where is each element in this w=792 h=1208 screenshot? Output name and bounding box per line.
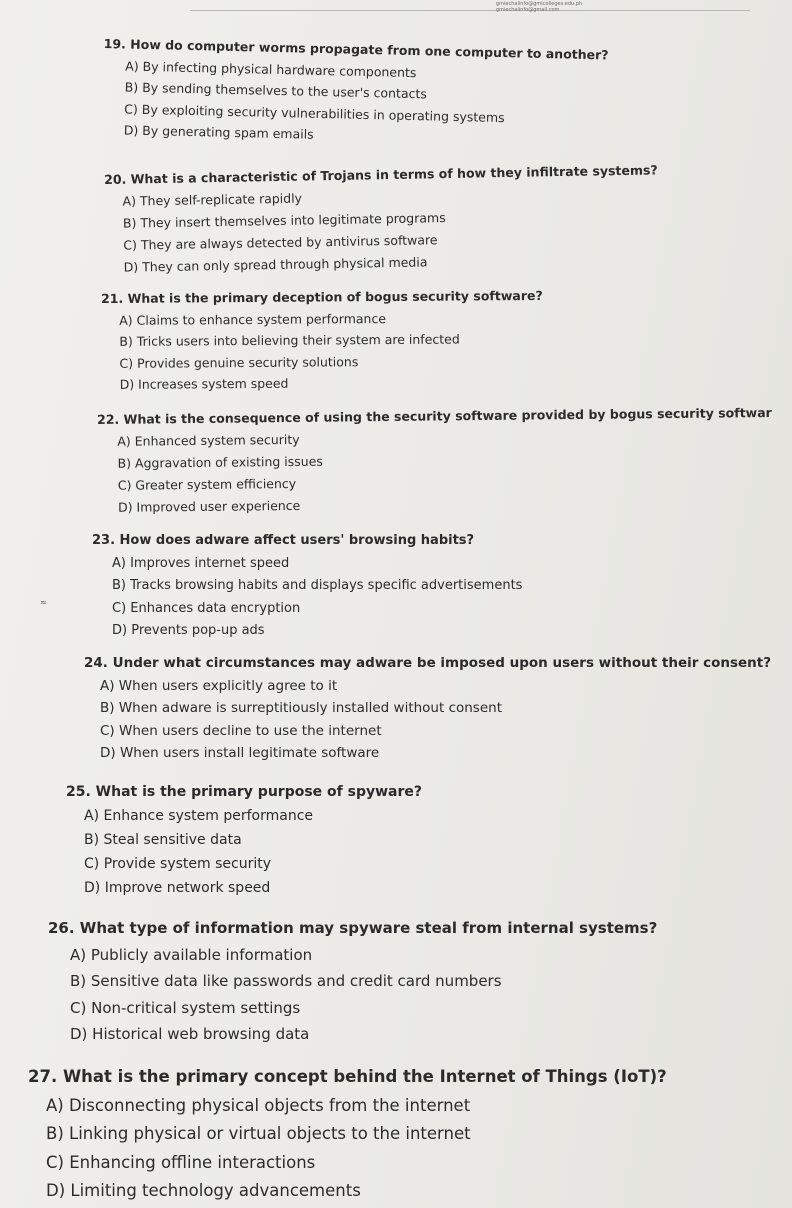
question-23 bbox=[92, 530, 522, 643]
option-a: A) Publicly available information bbox=[70, 945, 313, 964]
option-a: A) Enhanced system security bbox=[117, 431, 300, 449]
option-c: C) They are always detected by antivirus software bbox=[123, 232, 438, 253]
question-27 bbox=[28, 1063, 667, 1206]
question-text: 27. What is the primary concept behind the Internet of Things (IoT)? bbox=[28, 1067, 667, 1086]
question-text: 20. What is a characteristic of Trojans in terms of how they infiltrate systems? bbox=[104, 162, 658, 187]
question-21 bbox=[101, 285, 543, 396]
question-text: 26. What type of information may spyware steal from internal systems? bbox=[48, 919, 658, 937]
option-d: D) Increases system speed bbox=[119, 375, 289, 392]
question-text: 19. How do computer worms propagate from one computer to another? bbox=[103, 35, 609, 63]
option-d: D) By generating spam emails bbox=[123, 122, 314, 142]
option-a: A) Enhance system performance bbox=[84, 808, 314, 824]
option-d: D) Historical web browsing data bbox=[70, 1025, 310, 1043]
option-c: C) Greater system efficiency bbox=[117, 475, 297, 493]
option-b: B) By sending themselves to the user's contacts bbox=[124, 79, 428, 102]
option-d: D) Prevents pop-up ads bbox=[112, 623, 265, 638]
option-c: C) Enhancing offline interactions bbox=[46, 1152, 316, 1172]
option-c: C) Non-critical system settings bbox=[70, 998, 301, 1017]
question-25 bbox=[66, 780, 422, 900]
option-a: A) When users explicitly agree to it bbox=[100, 677, 338, 694]
option-d: D) Improved user experience bbox=[117, 497, 301, 515]
option-c: C) Provide system security bbox=[84, 856, 271, 872]
question-20 bbox=[104, 159, 659, 279]
question-24 bbox=[84, 652, 771, 765]
option-b: B) Tricks users into believing their system are infected bbox=[119, 331, 460, 349]
question-text: 21. What is the primary deception of bogus security software? bbox=[101, 287, 543, 306]
question-text: 25. What is the primary purpose of spyware? bbox=[66, 784, 422, 800]
option-c: C) Provides genuine security solutions bbox=[119, 353, 359, 371]
option-b: B) When adware is surreptitiously installed without consent bbox=[100, 700, 503, 716]
option-a: A) They self-replicate rapidly bbox=[122, 190, 303, 209]
option-a: A) Improves internet speed bbox=[112, 555, 290, 571]
header-rule bbox=[190, 10, 750, 11]
option-a: A) Claims to enhance system performance bbox=[119, 310, 387, 328]
stray-pen-mark: ≈ bbox=[40, 598, 47, 607]
option-d: D) Limiting technology advancements bbox=[46, 1181, 361, 1200]
option-b: B) Steal sensitive data bbox=[84, 832, 242, 848]
question-text: 24. Under what circumstances may adware be imposed upon users without their consent? bbox=[84, 655, 772, 671]
option-b: B) Aggravation of existing issues bbox=[117, 453, 323, 471]
option-b: B) They insert themselves into legitimate programs bbox=[122, 210, 446, 231]
option-a: A) By infecting physical hardware components bbox=[125, 57, 417, 80]
option-c: C) By exploiting security vulnerabilities in operating systems bbox=[124, 100, 505, 125]
header-email-1: gmiechalinfo@gmicolleges.edu.ph bbox=[496, 1, 583, 7]
question-22 bbox=[97, 402, 773, 519]
header-email-2: gmiechalinfo@gmail.com bbox=[496, 7, 560, 13]
option-d: D) Improve network speed bbox=[84, 880, 271, 896]
question-text: 22. What is the consequence of using the security software provided by bogus security softwar bbox=[97, 404, 772, 427]
option-c: C) When users decline to use the internet bbox=[100, 722, 382, 739]
option-d: D) When users install legitimate software bbox=[100, 745, 380, 761]
option-a: A) Disconnecting physical objects from the internet bbox=[46, 1095, 471, 1115]
option-b: B) Tracks browsing habits and displays specific advertisements bbox=[112, 578, 523, 593]
question-text: 23. How does adware affect users' browsing habits? bbox=[92, 533, 475, 548]
question-26 bbox=[48, 915, 657, 1048]
question-19 bbox=[102, 33, 609, 152]
header-contact bbox=[496, 1, 646, 13]
option-c: C) Enhances data encryption bbox=[112, 600, 301, 616]
option-b: B) Linking physical or virtual objects to the internet bbox=[46, 1124, 471, 1143]
option-d: D) They can only spread through physical media bbox=[123, 254, 428, 275]
option-b: B) Sensitive data like passwords and credit card numbers bbox=[70, 972, 502, 990]
